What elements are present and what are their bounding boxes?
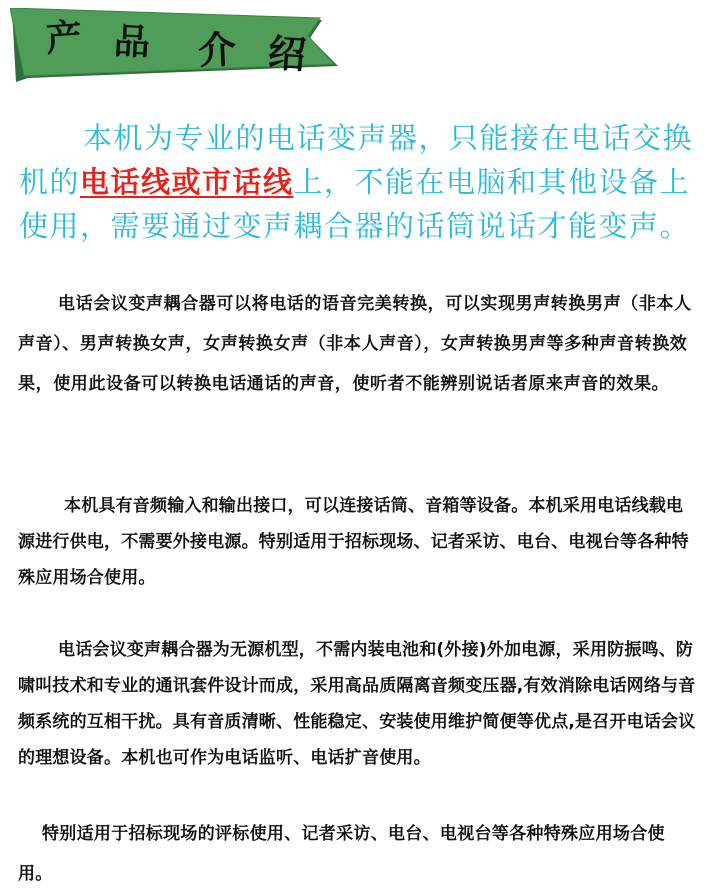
section-banner bbox=[10, 8, 340, 82]
title-char-1: 产 bbox=[44, 15, 84, 61]
title-char-2: 品 bbox=[112, 20, 152, 64]
body-paragraph-3: 电话会议变声耦合器为无源机型，不需内装电池和(外接)外加电源，采用防振鸣、防啸叫技术和专业的通讯套件设计而成，采用高品质隔离音频变压器,有效消除电话网络与音频系统的互相干扰。具有音质清晰、性能稳定、安装使用维护简便等优点,是召开电话会议的理想设备。本机也可作为电话监听、电话扩音使用。 bbox=[18, 640, 696, 768]
intro-text-after: 上，不能在电脑和其他设备上使用，需要通过变声耦合器的话筒说话才能变声。 bbox=[19, 165, 691, 243]
title-char-3: 介 bbox=[196, 26, 238, 73]
title-char-4: 绍 bbox=[266, 29, 308, 78]
body-paragraph-1: 电话会议变声耦合器可以将电话的语音完美转换，可以实现男声转换男声（非本人声音）、男声转换女声，女声转换女声（非本人声音），女声转换男声等多种声音转换效果，使用此设备可以转换电话通话的声音，使听者不能辨别说话者原来声音的效果。 bbox=[18, 294, 692, 394]
intro-text-before: 本机为专业的电话变声器，只能接在电话交换机的 bbox=[19, 121, 694, 199]
section-title bbox=[10, 8, 340, 82]
body-paragraph-2: 本机具有音频输入和输出接口，可以连接话筒、音箱等设备。本机采用电话线载电源进行供电，不需要外接电源。特别适用于招标现场、记者采访、电台、电视台等各种特殊应用场合使用。 bbox=[18, 496, 689, 588]
intro-paragraph bbox=[19, 116, 709, 248]
body-paragraph-4: 特别适用于招标现场的评标使用、记者采访、电台、电视台等各种特殊应用场合使用。 bbox=[18, 824, 665, 884]
intro-highlight: 电话线或市话线 bbox=[80, 165, 294, 199]
